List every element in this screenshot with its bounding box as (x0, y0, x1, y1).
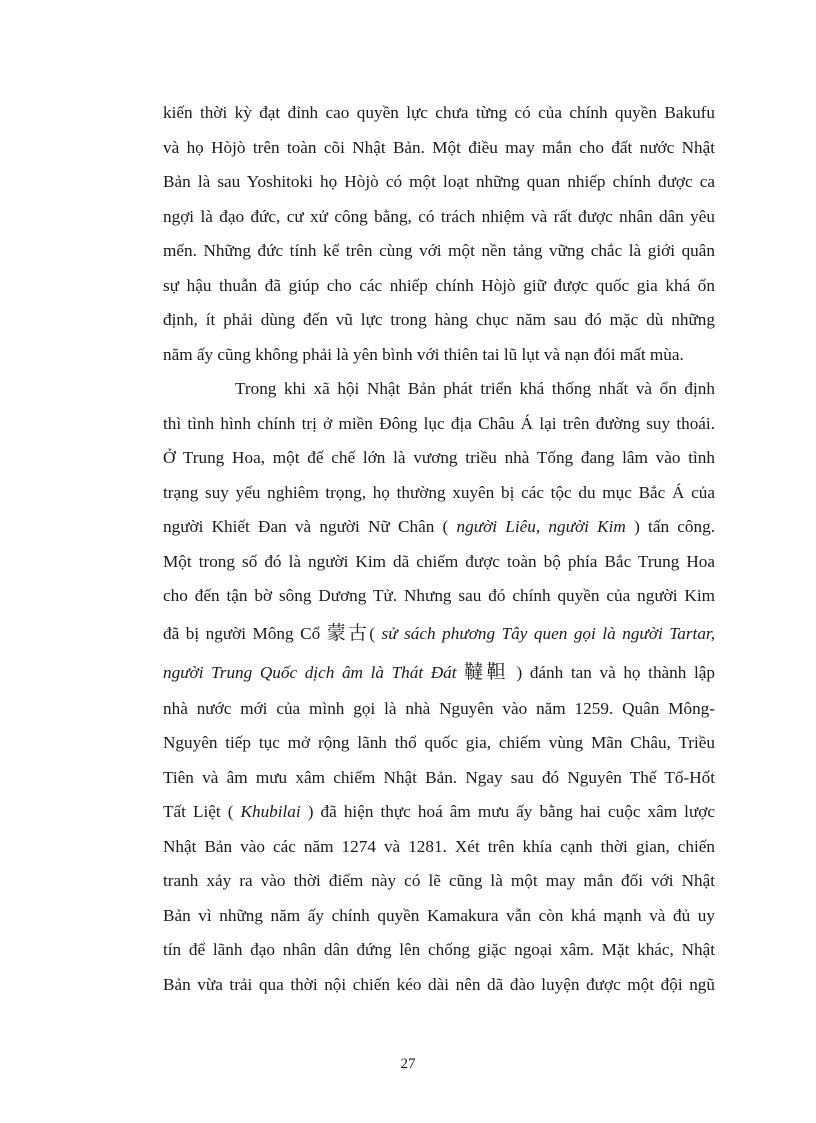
text-segment: kiến thời kỳ đạt đỉnh cao quyền lực chưa từng có của chính quyền Bakufu (163, 103, 715, 122)
text-segment: Bản vừa trải qua thời nội chiến kéo dài nên dã đào luyện được một đội ngũ (163, 974, 715, 994)
text-line (163, 830, 715, 865)
text-segment: thì tình hình chính trị ở miền Đông lục địa Châu Á lại trên đường suy thoái. (163, 413, 715, 433)
text-segment: ) đánh tan và họ thành lập (508, 662, 715, 682)
text-line (163, 269, 715, 304)
text-line (163, 726, 715, 761)
text-segment: định, ít phải dùng đến vũ lực trong hàng chục năm sau đó mặc dù những (163, 310, 715, 329)
paragraph-start-line (163, 372, 715, 407)
text-line (163, 692, 715, 727)
text-segment: trạng suy yếu nghiêm trọng, họ thường xuyên bị các tộc du mục Bắc Á của (163, 482, 715, 502)
italic-segment: người Trung Quốc dịch âm là Thát Đát (163, 662, 465, 682)
text-line (163, 510, 715, 545)
body-text (163, 96, 715, 1002)
text-segment: đã bị người Mông Cổ (163, 623, 327, 643)
text-line (163, 614, 715, 653)
text-segment: năm ấy cũng không phải là yên bình với thiên tai lũ lụt và nạn đói mất mùa. (163, 344, 684, 364)
chinese-characters: 蒙古 (326, 621, 370, 644)
text-line (163, 200, 715, 235)
text-segment: cho đến tận bờ sông Dương Tử. Nhưng sau đó chính quyền của người Kim (163, 586, 715, 605)
text-segment: Bản vì những năm ấy chính quyền Kamakura vẫn còn khá mạnh và đủ uy (163, 905, 715, 925)
text-line (163, 761, 715, 796)
text-line (163, 864, 715, 899)
text-segment: ( (369, 623, 382, 643)
italic-segment: Khubilai (240, 802, 301, 821)
text-segment: ) đã hiện thực hoá âm mưu ấy bằng hai cuộc xâm lược (300, 802, 715, 821)
text-segment: ) tấn công. (625, 517, 715, 536)
text-segment: Nguyên tiếp tục mở rộng lãnh thổ quốc gia, chiếm vùng Mãn Châu, Triều (163, 733, 715, 752)
italic-segment: sử sách phương Tây quen gọi là người Tartar, (381, 623, 715, 643)
text-segment: mến. Những đức tính kể trên cùng với một nền tảng vững chắc là giới quân (163, 241, 715, 260)
text-line (163, 899, 715, 934)
paragraph-end-line (163, 338, 715, 373)
text-segment: Tất Liệt ( (163, 802, 241, 821)
text-segment: và họ Hòjò trên toàn cõi Nhật Bản. Một điều may mắn cho đất nước Nhật (163, 137, 715, 157)
text-segment: tín để lãnh đạo nhân dân đứng lên chống giặc ngoại xâm. Mặt khác, Nhật (163, 940, 715, 959)
text-line (163, 653, 715, 692)
text-segment: người Khiết Đan và người Nữ Chân ( (163, 517, 457, 536)
text-line (163, 933, 715, 968)
text-segment: Ở Trung Hoa, một đế chế lớn là vương triều nhà Tống đang lâm vào tình (163, 448, 715, 467)
text-line (163, 545, 715, 580)
text-segment: tranh xảy ra vào thời điểm này có lẽ cũng là một may mắn đối với Nhật (163, 871, 715, 890)
text-line (163, 234, 715, 269)
text-line (163, 165, 715, 200)
text-line (163, 441, 715, 476)
text-line (163, 96, 715, 131)
text-segment: Một trong số đó là người Kim dã chiếm được toàn bộ phía Bắc Trung Hoa (163, 551, 715, 571)
text-line (163, 303, 715, 338)
text-segment: Tiên và âm mưu xâm chiếm Nhật Bản. Ngay sau đó Nguyên Thế Tổ-Hốt (163, 767, 715, 787)
text-segment: Trong khi xã hội Nhật Bản phát triển khá thống nhất và ổn định (235, 379, 715, 398)
text-line (163, 795, 715, 830)
text-line (163, 579, 715, 614)
chinese-characters: 韃靼 (464, 660, 509, 683)
text-segment: ngợi là đạo đức, cư xử công bằng, có trách nhiệm và rất được nhân dân yêu (163, 206, 715, 226)
page-number: 27 (400, 1056, 416, 1072)
text-segment: Nhật Bản vào các năm 1274 và 1281. Xét trên khía cạnh thời gian, chiến (163, 836, 715, 856)
text-segment: Bản là sau Yoshitoki họ Hòjò có một loạt những quan nhiếp chính được ca (163, 172, 715, 191)
text-line (163, 968, 715, 1003)
text-segment: sự hậu thuẫn đã giúp cho các nhiếp chính Hòjò giữ được quốc gia khá ổn (163, 275, 715, 295)
text-segment: nhà nước mới của mình gọi là nhà Nguyên vào năm 1259. Quân Mông- (163, 698, 715, 718)
italic-segment: người Liêu, người Kim (456, 517, 626, 536)
text-line (163, 476, 715, 511)
text-line (163, 407, 715, 442)
text-line (163, 131, 715, 166)
